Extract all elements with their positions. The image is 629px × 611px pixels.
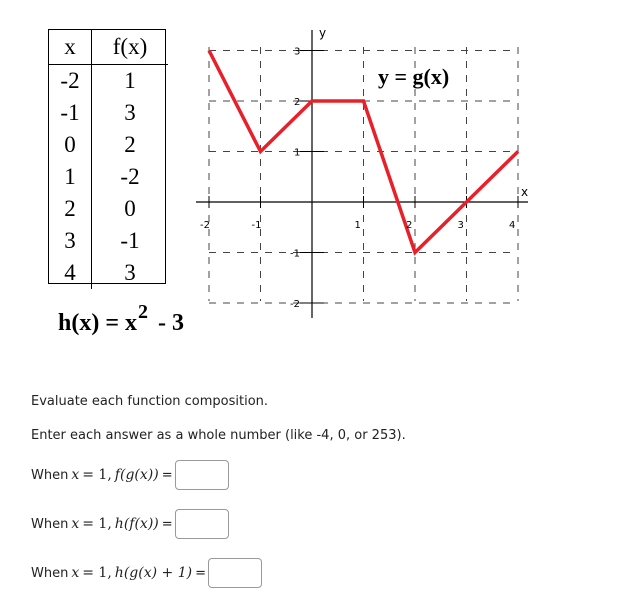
table-cell-x: 3 — [49, 225, 92, 257]
question-var: x — [71, 516, 80, 532]
h-function-lhs: h(x) = x — [58, 310, 138, 336]
question-prefix: When — [31, 565, 69, 581]
table-cell-x: 0 — [49, 129, 92, 161]
question-suffix: = — [195, 565, 206, 581]
y-axis-letter: y — [319, 26, 327, 40]
table-cell-fx: 3 — [124, 100, 136, 125]
x-tick-label: -1 — [251, 220, 262, 231]
answer-input-1[interactable] — [175, 460, 229, 490]
question-expr: f(g(x)) — [114, 467, 159, 483]
table-cell-x: 2 — [49, 193, 92, 225]
table-header-fx: f(x) — [92, 30, 169, 65]
question-eq: = 1, — [82, 516, 112, 532]
question-prefix: When — [31, 467, 69, 483]
question-expr: h(f(x)) — [114, 516, 159, 532]
graph-labels — [200, 26, 528, 310]
y-tick-label: 2 — [294, 97, 301, 108]
answer-input-2[interactable] — [175, 509, 229, 539]
table-cell-fx: 0 — [124, 196, 136, 221]
table-cell-x: 1 — [49, 161, 92, 193]
question-suffix: = — [161, 467, 173, 483]
table-cell-fx: 2 — [124, 132, 136, 157]
instruction-line-2: Enter each answer as a whole number (like -4, 0, or 253). — [31, 428, 406, 443]
table-header-x: x — [49, 30, 92, 65]
question-2 — [31, 509, 229, 539]
x-tick-label: -2 — [200, 220, 210, 231]
x-tick-label: 2 — [406, 220, 413, 231]
question-prefix: When — [31, 516, 69, 532]
question-var: x — [71, 467, 80, 483]
question-eq: = 1, — [82, 467, 112, 483]
y-tick-label: 1 — [294, 147, 301, 159]
question-3 — [31, 558, 262, 588]
x-tick-label: 3 — [457, 220, 464, 231]
graph-grid — [209, 47, 518, 303]
y-tick-label: -1 — [290, 248, 300, 260]
y-tick-label: 3 — [294, 46, 301, 58]
answer-input-3[interactable] — [208, 558, 262, 588]
question-eq: = 1, — [82, 565, 112, 581]
x-tick-label: 4 — [509, 220, 516, 231]
table-cell-x: -1 — [49, 97, 92, 129]
question-var: x — [71, 565, 80, 581]
x-tick-label: 1 — [354, 220, 361, 231]
h-function-tail: - 3 — [158, 310, 185, 336]
table-cell-fx: 3 — [124, 260, 136, 285]
question-suffix: = — [161, 516, 173, 532]
graph-axes — [196, 30, 528, 318]
table-cell-x: -2 — [49, 65, 92, 98]
h-function-exponent: 2 — [138, 301, 149, 323]
question-1 — [31, 460, 229, 490]
table-cell-x: 4 — [49, 257, 92, 289]
g-function-label: y = g(x) — [378, 64, 450, 89]
y-tick-label: -2 — [290, 299, 300, 310]
table-cell-fx: -1 — [120, 228, 140, 253]
table-cell-fx: 1 — [124, 68, 136, 93]
instruction-line-1: Evaluate each function composition. — [31, 394, 269, 409]
question-expr: h(g(x) + 1) — [114, 565, 193, 581]
table-cell-fx: -2 — [120, 164, 140, 189]
x-axis-letter: x — [521, 185, 529, 199]
